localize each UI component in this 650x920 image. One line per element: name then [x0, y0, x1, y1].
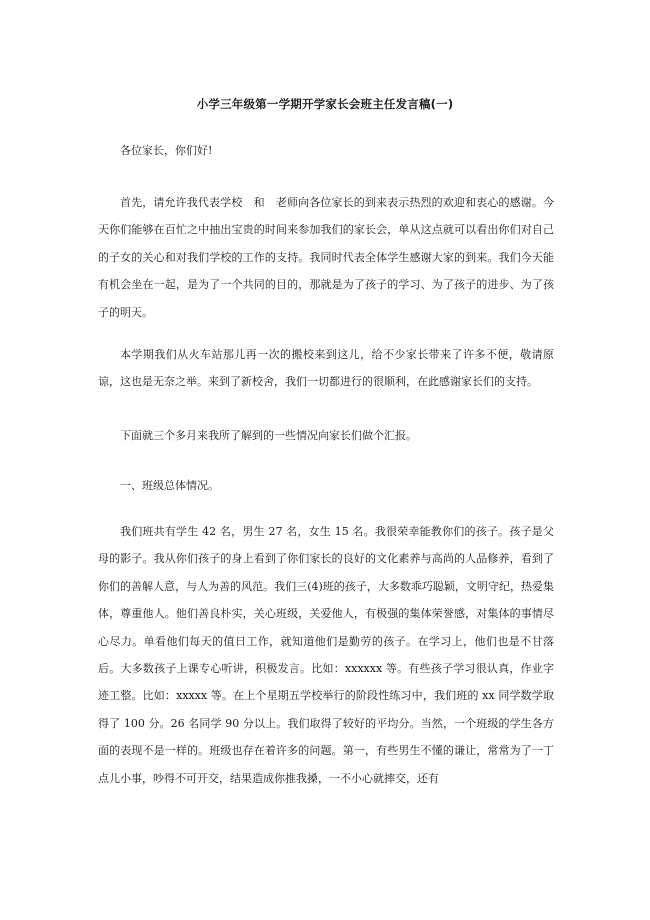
- paragraph-class-overview: 我们班共有学生 42 名，男生 27 名，女生 15 名。我很荣幸能教你们的孩子。孩子是父母的影子。我从你们孩子的身上看到了你们家长的良好的文化素养与高尚的人品修养，看到了你们的善解人意，与人为善的风范。我们三(4)班的孩子，大多数乖巧聪颖，文明守纪，热爱集体，尊重他人。他们善良朴实，关心班级，关爱他人，有极强的集体荣誉感，对集体的事情尽心尽力。单看他们每天的值日工作，就知道他们是勤劳的孩子。在学习上，他们也是不甘落后。大多数孩子上课专心听讲，积极发言。比如：xxxxxx 等。有些孩子学习很认真，作业字迹工整。比如：xxxxx 等。在上个星期五学校举行的阶段性练习中，我们班的 xx 同学数学取得了 100 分。26 名同学 90 分以上。我们取得了较好的平均分。当然，一个班级的学生各方面的表现不是一样的。班级也存在着许多的问题。第一，有些男生不懂的谦让，常常为了一丁点儿小事，吵得不可开交，结果造成你推我搡，一不小心就摔交，还有: [98, 525, 554, 785]
- paragraph-relocation: 本学期我们从火车站那儿再一次的搬校来到这儿，给不少家长带来了许多不便，敬请原谅，这也是无奈之举。来到了新校舍，我们一切都进行的很顺利，在此感谢家长们的支持。: [98, 348, 554, 389]
- section-heading-class-overview: 一、班级总体情况。: [120, 479, 219, 492]
- greeting: 各位家长，你们好!: [120, 144, 213, 157]
- paragraph-report-intro: 下面就三个多月来我所了解到的一些情况向家长们做个汇报。: [120, 429, 417, 442]
- document-title: 小学三年级第一学期开学家长会班主任发言稿(一): [196, 97, 454, 111]
- paragraph-welcome: 首先，请允许我代表学校 和 老师向各位家长的到来表示热烈的欢迎和衷心的感谢。今天你们能够在百忙之中抽出宝贵的时间来参加我们的家长会，单从这点就可以看出你们对自己的子女的关心和对我们学校的工作的支持。我同时代表全体学生感谢大家的到来。我们今天能有机会坐在一起，是为了一个共同的目的，那就是为了孩子的学习、为了孩子的进步、为了孩子的明天。: [98, 196, 554, 319]
